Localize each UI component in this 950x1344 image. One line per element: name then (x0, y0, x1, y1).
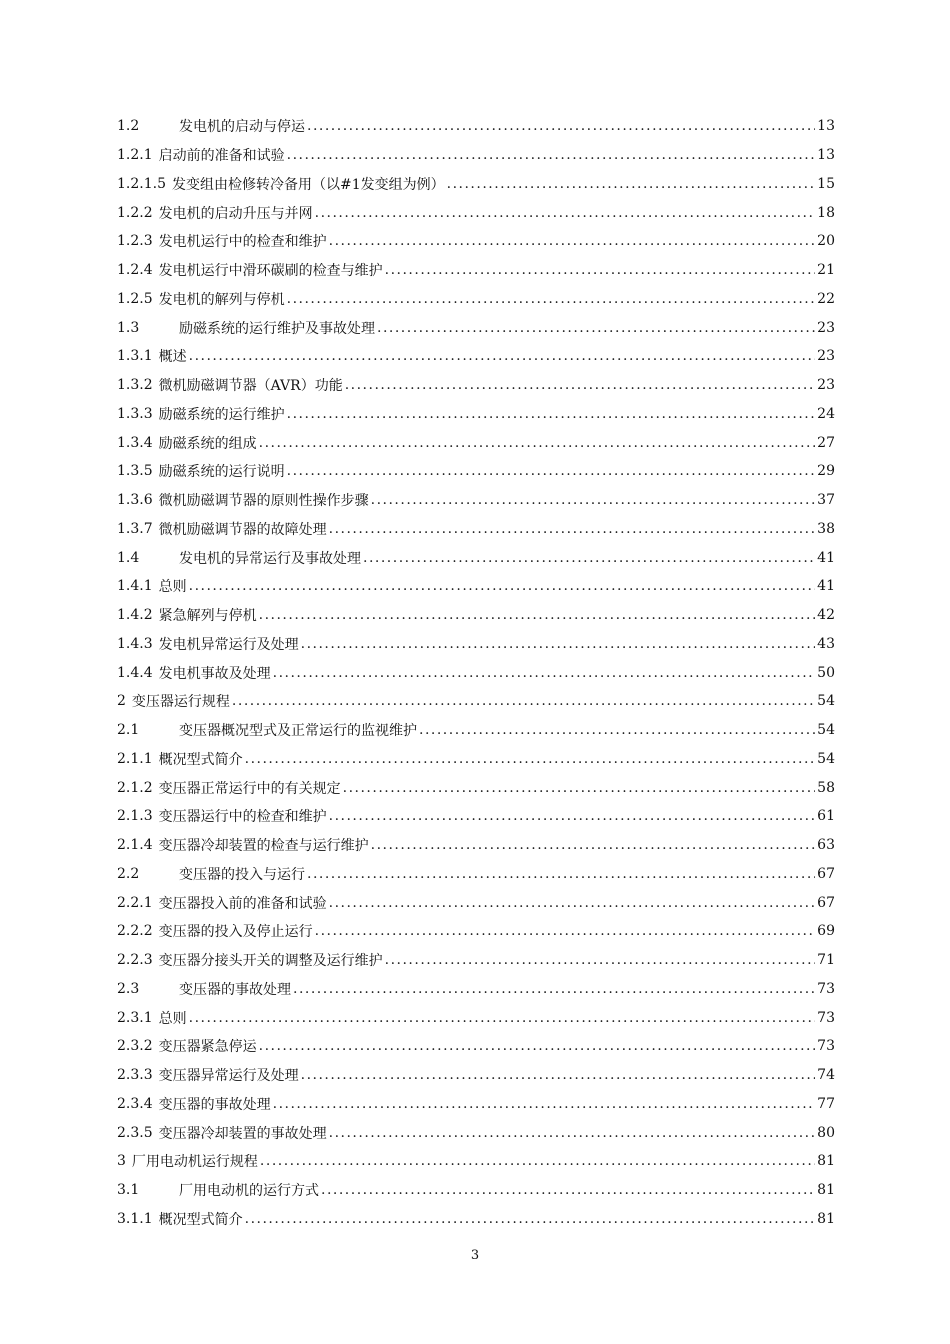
toc-entry-title: 变压器正常运行中的有关规定 (158, 780, 341, 797)
toc-entry-page: 58 (817, 779, 835, 796)
toc-entry-page: 81 (817, 1153, 835, 1170)
toc-entry-number: 1.4 (117, 549, 140, 566)
toc-dot-leader (259, 607, 816, 623)
toc-entry-number: 2.1 (117, 722, 140, 739)
toc-entry[interactable] (117, 601, 835, 630)
toc-entry-page: 43 (817, 635, 835, 652)
toc-dot-leader (287, 406, 816, 422)
toc-entry[interactable] (117, 227, 835, 256)
toc-entry-page: 42 (817, 607, 835, 624)
toc-entry-page: 41 (817, 578, 835, 595)
toc-entry-title: 变压器的投入及停止运行 (158, 924, 313, 941)
toc-dot-leader (343, 780, 816, 796)
toc-dot-leader (232, 693, 815, 709)
toc-entry[interactable] (117, 198, 835, 227)
toc-entry[interactable] (117, 745, 835, 774)
toc-entry-number: 1.3.3 (117, 405, 153, 422)
toc-entry-page: 21 (817, 262, 835, 279)
toc-entry-number: 1.2.5 (117, 290, 153, 307)
toc-entry-title: 发电机异常运行及处理 (158, 636, 299, 653)
toc-entry-title: 变压器的投入与运行 (179, 866, 305, 883)
toc-entry-number: 1.2.4 (117, 262, 153, 279)
toc-entry[interactable] (117, 285, 835, 314)
toc-entry-page: 81 (817, 1210, 835, 1227)
toc-entry-number: 2.3.4 (117, 1095, 153, 1112)
toc-entry-page: 15 (817, 175, 835, 192)
toc-entry-page: 41 (817, 549, 835, 566)
toc-dot-leader (307, 866, 815, 882)
toc-entry-title: 励磁系统的组成 (158, 435, 257, 452)
toc-entry-title: 变压器运行规程 (131, 694, 230, 711)
toc-entry[interactable] (117, 342, 835, 371)
toc-entry-title: 紧急解列与停机 (158, 608, 257, 625)
toc-entry[interactable] (117, 400, 835, 429)
toc-entry-page: 73 (817, 1038, 835, 1055)
toc-entry-title: 变压器运行中的检查和维护 (158, 809, 327, 826)
toc-entry-number: 3 (117, 1153, 126, 1170)
toc-dot-leader (385, 952, 816, 968)
toc-entry-page: 20 (817, 233, 835, 250)
toc-entry[interactable] (117, 1118, 835, 1147)
toc-dot-leader (447, 176, 816, 192)
toc-entry-page: 80 (817, 1124, 835, 1141)
toc-entry-page: 54 (817, 750, 835, 767)
toc-entry-number: 1.3.5 (117, 463, 153, 480)
toc-entry-title: 厂用电动机运行规程 (131, 1154, 258, 1171)
toc-dot-leader (273, 1096, 816, 1112)
toc-dot-leader (301, 1067, 816, 1083)
toc-entry-number: 2.1.4 (117, 837, 153, 854)
toc-entry-number: 1.4.3 (117, 635, 153, 652)
toc-dot-leader (259, 1038, 816, 1054)
toc-entry-number: 2.3.2 (117, 1038, 153, 1055)
toc-entry[interactable] (117, 1061, 835, 1090)
toc-entry[interactable] (117, 658, 835, 687)
toc-dot-leader (329, 1125, 816, 1141)
toc-entry[interactable] (117, 860, 835, 889)
toc-entry-title: 发变组由检修转冷备用（以#1发变组为例） (171, 176, 445, 193)
toc-entry-number: 1.3.2 (117, 377, 153, 394)
toc-dot-leader (245, 751, 816, 767)
toc-entry-title: 变压器冷却装置的事故处理 (158, 1125, 327, 1142)
toc-entry-title: 微机励磁调节器（AVR）功能 (158, 378, 343, 395)
toc-entry-page: 23 (817, 348, 835, 365)
toc-entry-title: 总则 (158, 579, 187, 596)
toc-entry-title: 发电机事故及处理 (158, 665, 271, 682)
toc-entry-title: 变压器概况型式及正常运行的监视维护 (179, 723, 417, 740)
toc-entry-title: 励磁系统的运行维护 (158, 406, 285, 423)
toc-dot-leader (287, 147, 816, 163)
toc-entry-number: 3.1 (117, 1182, 140, 1199)
toc-dot-leader (307, 118, 815, 134)
toc-entry-title: 启动前的准备和试验 (158, 148, 285, 165)
toc-entry-number: 2.2 (117, 865, 140, 882)
toc-entry[interactable] (117, 572, 835, 601)
toc-entry-title: 励磁系统的运行说明 (158, 464, 285, 481)
toc-dot-leader (259, 435, 816, 451)
toc-entry[interactable] (117, 112, 835, 141)
toc-entry[interactable] (117, 428, 835, 457)
toc-dot-leader (189, 348, 816, 364)
toc-entry[interactable] (117, 716, 835, 745)
toc-entry-number: 1.4.1 (117, 578, 153, 595)
toc-dot-leader (363, 550, 815, 566)
toc-entry[interactable] (117, 256, 835, 285)
toc-entry-title: 变压器投入前的准备和试验 (158, 895, 327, 912)
toc-dot-leader (329, 808, 816, 824)
toc-entry[interactable] (117, 888, 835, 917)
toc-entry-page: 13 (817, 118, 835, 135)
toc-entry-title: 发电机运行中的检查和维护 (158, 234, 327, 251)
toc-entry-number: 2.2.3 (117, 952, 153, 969)
toc-entry-title: 发电机的启动与停运 (179, 119, 305, 136)
toc-dot-leader (377, 320, 815, 336)
toc-entry-page: 24 (817, 405, 835, 422)
toc-entry-number: 2.2.2 (117, 923, 153, 940)
toc-entry-title: 变压器紧急停运 (158, 1039, 257, 1056)
toc-entry[interactable] (117, 141, 835, 170)
toc-entry[interactable] (117, 543, 835, 572)
toc-dot-leader (189, 578, 816, 594)
toc-entry-page: 73 (817, 980, 835, 997)
toc-entry-page: 69 (817, 923, 835, 940)
toc-entry[interactable] (117, 687, 835, 716)
toc-entry-page: 37 (817, 492, 835, 509)
toc-dot-leader (419, 722, 815, 738)
toc-entry-page: 67 (817, 894, 835, 911)
toc-dot-leader (293, 981, 815, 997)
toc-entry[interactable] (117, 802, 835, 831)
toc-entry-number: 1.3.1 (117, 348, 153, 365)
toc-entry-title: 厂用电动机的运行方式 (179, 1183, 319, 1200)
toc-entry-number: 1.2.1.5 (117, 175, 166, 192)
toc-entry-page: 50 (817, 664, 835, 681)
toc-dot-leader (287, 291, 816, 307)
toc-entry-number: 1.2.3 (117, 233, 153, 250)
toc-entry-title: 励磁系统的运行维护及事故处理 (179, 320, 375, 337)
toc-entry-title: 变压器的事故处理 (158, 1096, 271, 1113)
toc-entry[interactable] (117, 1176, 835, 1205)
toc-entry-title: 微机励磁调节器的原则性操作步骤 (158, 493, 369, 510)
toc-entry[interactable] (117, 1090, 835, 1119)
toc-entry-title: 发电机的异常运行及事故处理 (179, 550, 361, 567)
toc-dot-leader (245, 1211, 816, 1227)
toc-entry-number: 2 (117, 693, 126, 710)
toc-entry-title: 发电机运行中滑环碳刷的检查与维护 (158, 263, 383, 280)
toc-entry-title: 发电机的解列与停机 (158, 291, 285, 308)
toc-entry[interactable] (117, 1003, 835, 1032)
toc-entry-number: 2.1.1 (117, 750, 153, 767)
toc-dot-leader (260, 1153, 815, 1169)
toc-entry-number: 2.1.3 (117, 808, 153, 825)
toc-entry-page: 54 (817, 693, 835, 710)
toc-entry-title: 变压器的事故处理 (179, 981, 291, 998)
toc-entry-page: 81 (817, 1182, 835, 1199)
toc-dot-leader (329, 895, 816, 911)
toc-entry[interactable] (117, 773, 835, 802)
toc-entry-page: 63 (817, 837, 835, 854)
toc-dot-leader (321, 1182, 815, 1198)
toc-entry-page: 22 (817, 290, 835, 307)
toc-entry-page: 23 (817, 319, 835, 336)
toc-entry[interactable] (117, 917, 835, 946)
toc-entry-page: 18 (817, 204, 835, 221)
toc-entry[interactable] (117, 371, 835, 400)
toc-entry-page: 27 (817, 434, 835, 451)
toc-dot-leader (273, 665, 816, 681)
page-number: 3 (470, 1248, 480, 1263)
toc-entry[interactable] (117, 515, 835, 544)
toc-entry-page: 38 (817, 520, 835, 537)
toc-entry[interactable] (117, 1147, 835, 1176)
toc-dot-leader (301, 636, 816, 652)
toc-entry-page: 54 (817, 722, 835, 739)
toc-entry-title: 概况型式简介 (158, 751, 243, 768)
toc-dot-leader (329, 521, 816, 537)
toc-dot-leader (315, 923, 816, 939)
toc-entry-number: 2.1.2 (117, 779, 153, 796)
toc-entry-page: 74 (817, 1067, 835, 1084)
toc-entry-number: 1.3.6 (117, 492, 153, 509)
toc-entry-page: 67 (817, 865, 835, 882)
toc-entry-number: 1.4.2 (117, 607, 153, 624)
toc-entry-number: 2.3.5 (117, 1124, 153, 1141)
toc-dot-leader (329, 233, 816, 249)
toc-entry-title: 发电机的启动升压与并网 (158, 205, 313, 222)
toc-entry-number: 1.3.7 (117, 520, 153, 537)
toc-dot-leader (371, 492, 816, 508)
toc-dot-leader (287, 463, 816, 479)
toc-entry-title: 变压器分接头开关的调整及运行维护 (158, 953, 383, 970)
toc-entry-number: 1.2 (117, 118, 140, 135)
toc-entry-page: 23 (817, 377, 835, 394)
toc-entry-number: 1.2.2 (117, 204, 153, 221)
toc-entry[interactable] (117, 1032, 835, 1061)
toc-entry-page: 61 (817, 808, 835, 825)
toc-entry[interactable] (117, 831, 835, 860)
toc-entry-title: 总则 (158, 1010, 187, 1027)
toc-entry-title: 概况型式简介 (158, 1211, 243, 1228)
toc-entry-number: 2.3.1 (117, 1009, 153, 1026)
toc-entry-number: 1.2.1 (117, 147, 153, 164)
toc-entry-page: 13 (817, 147, 835, 164)
toc-dot-leader (345, 377, 815, 393)
toc-entry-number: 2.3 (117, 980, 140, 997)
toc-dot-leader (315, 205, 816, 221)
toc-entry-title: 微机励磁调节器的故障处理 (158, 521, 327, 538)
toc-entry[interactable] (117, 975, 835, 1004)
table-of-contents (117, 112, 835, 1233)
toc-entry-number: 2.3.3 (117, 1067, 153, 1084)
toc-entry[interactable] (117, 486, 835, 515)
toc-entry-page: 71 (817, 952, 835, 969)
toc-entry-page: 77 (817, 1095, 835, 1112)
toc-dot-leader (371, 837, 816, 853)
toc-entry[interactable] (117, 630, 835, 659)
toc-entry-title: 概述 (158, 349, 187, 366)
toc-entry[interactable] (117, 1205, 835, 1234)
toc-dot-leader (385, 262, 816, 278)
toc-entry-title: 变压器异常运行及处理 (158, 1068, 299, 1085)
toc-entry[interactable] (117, 457, 835, 486)
toc-entry[interactable] (117, 313, 835, 342)
toc-entry[interactable] (117, 946, 835, 975)
toc-entry-number: 1.3.4 (117, 434, 153, 451)
toc-entry-page: 73 (817, 1009, 835, 1026)
toc-entry[interactable] (117, 170, 835, 199)
toc-entry-number: 1.3 (117, 319, 140, 336)
toc-entry-number: 1.4.4 (117, 664, 153, 681)
toc-dot-leader (189, 1010, 816, 1026)
toc-entry-number: 2.2.1 (117, 894, 153, 911)
toc-entry-page: 29 (817, 463, 835, 480)
toc-entry-number: 3.1.1 (117, 1210, 153, 1227)
toc-entry-title: 变压器冷却装置的检查与运行维护 (158, 838, 369, 855)
